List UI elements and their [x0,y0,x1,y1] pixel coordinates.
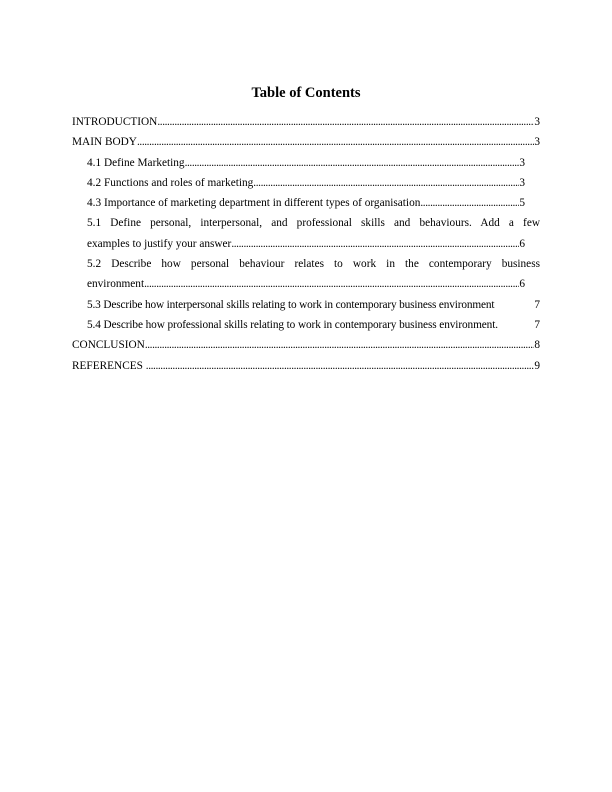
toc-entry-5-3[interactable] [72,295,540,315]
toc-page-number: 3 [519,156,525,169]
toc-entry-label: 5.3 Describe how interpersonal skills relating to work in contemporary business environment [87,298,495,311]
toc-entry-4-2[interactable] [72,173,525,193]
toc-entry-label-line2 [87,274,525,294]
toc-entry-label: 5.1 Define personal, interpersonal, and professional skills and behaviours. Add a few [87,217,540,230]
toc-entry-label-line1 [87,213,540,233]
toc-dot-leader [231,234,519,254]
toc-dot-leader [253,173,519,193]
toc-page-number: 6 [519,278,525,291]
toc-entry-label-line1 [87,254,540,274]
toc-entry-main-body[interactable] [72,132,540,152]
toc-entry-references[interactable] [72,356,540,376]
toc-entry-label: REFERENCES [72,359,146,372]
toc-page-number: 8 [534,339,540,352]
toc-entry-5-1[interactable] [72,213,540,254]
toc-title: Table of Contents [251,85,361,101]
toc-entry-conclusion[interactable] [72,335,540,355]
toc-entry-label: examples to justify your answer [87,237,232,250]
toc-page-number: 6 [519,237,525,250]
toc-dot-leader [420,193,519,213]
toc-entry-label: 4.1 Define Marketing [87,156,185,169]
toc-dot-leader [144,274,519,294]
toc-dot-leader [157,112,534,132]
toc-entry-label-line2 [87,234,525,254]
toc-dot-leader [146,356,535,376]
toc-page-number: 3 [534,136,540,149]
toc-entry-label: 5.2 Describe how personal behaviour relates to work in the contemporary business [87,258,540,271]
toc-entry-label: environment [87,278,145,291]
toc-dot-leader [137,132,534,152]
toc-page-number: 3 [519,176,525,189]
toc-dot-leader [185,153,520,173]
toc-page-number: 9 [534,359,540,372]
toc-page-number: 5 [519,197,525,210]
toc-page-number: 7 [534,318,540,331]
toc-entry-5-4[interactable] [72,315,540,335]
toc-entry-5-2[interactable] [72,254,540,295]
table-of-contents [72,112,540,376]
toc-dot-leader [145,335,535,355]
toc-entry-label: 5.4 Describe how professional skills relating to work in contemporary business environment. [87,318,498,331]
toc-entry-label: INTRODUCTION [72,116,158,128]
toc-entry-label: 4.2 Functions and roles of marketing [87,176,254,189]
toc-page-number: 7 [534,298,540,311]
toc-entry-label: MAIN BODY [72,136,137,149]
toc-entry-4-1[interactable] [72,153,525,173]
toc-entry-introduction[interactable] [72,112,540,132]
toc-entry-label: CONCLUSION [72,339,145,352]
toc-entry-label: 4.3 Importance of marketing department in different types of organisation [87,197,421,210]
toc-page-number: 3 [534,116,540,128]
toc-entry-4-3[interactable] [72,193,525,213]
